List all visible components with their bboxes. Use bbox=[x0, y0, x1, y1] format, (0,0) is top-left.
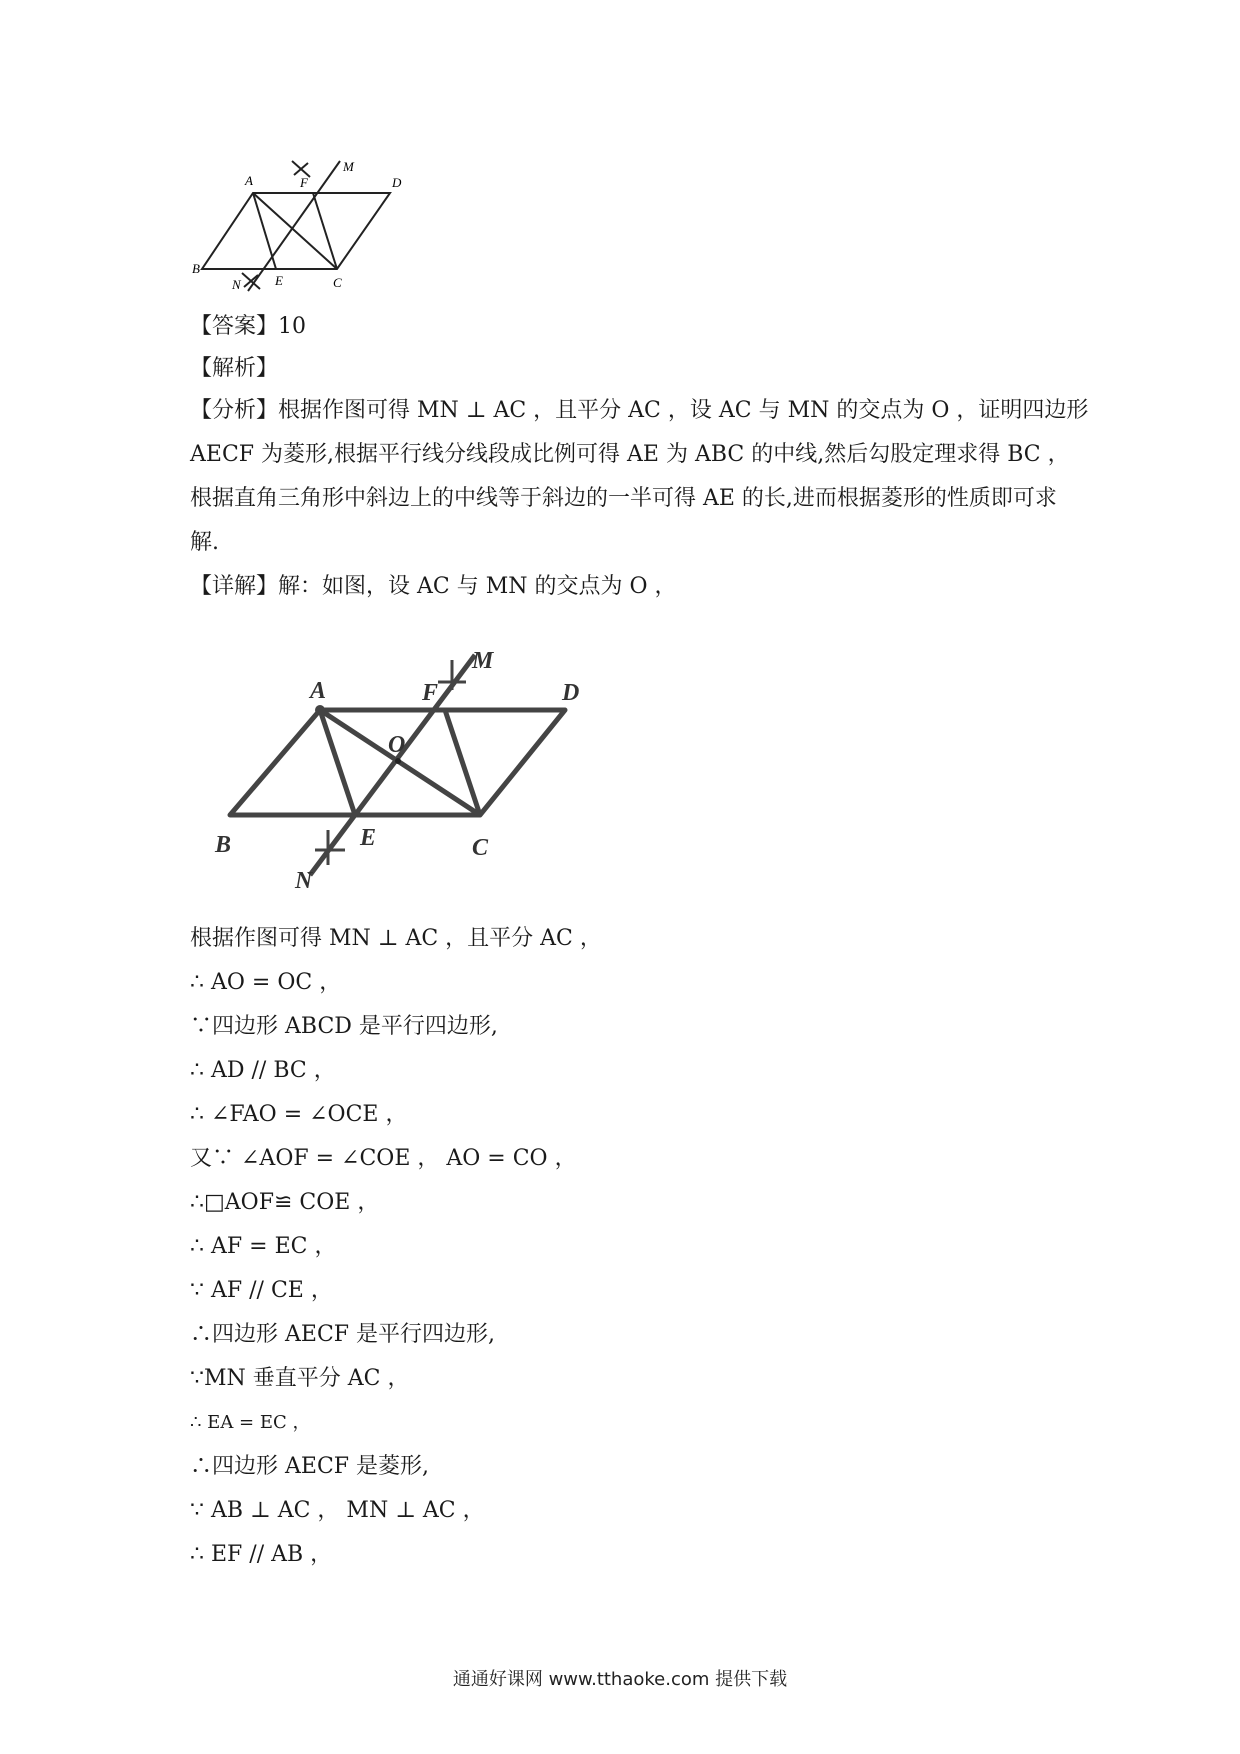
step-14: ∵ AB ⊥ AC ， MN ⊥ AC ， bbox=[190, 1498, 485, 1523]
fig1-label-b: B bbox=[192, 261, 200, 276]
step-15: ∴ EF // AB ， bbox=[190, 1542, 333, 1567]
step-6: 又∵ ∠AOF = ∠COE ， AO = CO ， bbox=[190, 1146, 577, 1171]
step-3: ∵四边形 ABCD 是平行四边形, bbox=[190, 1014, 498, 1039]
fig1-label-d: D bbox=[392, 175, 402, 190]
figure-parallelogram-small bbox=[190, 155, 430, 295]
step-7: ∴□AOF≌ COE ， bbox=[190, 1190, 380, 1215]
figure-parallelogram-large bbox=[210, 640, 590, 890]
analysis-line-1: 【分析】根据作图可得 MN ⊥ AC ，且平分 AC ，设 AC 与 MN 的交点为 O ，证明四边形 bbox=[190, 398, 1089, 423]
step-2: ∴ AO = OC ， bbox=[190, 970, 342, 995]
step-5: ∴ ∠FAO = ∠OCE ， bbox=[190, 1102, 408, 1127]
fig2-label-n: N bbox=[295, 868, 313, 890]
fig2-label-b: B bbox=[215, 832, 232, 858]
answer-line: 【答案】10 bbox=[190, 314, 306, 339]
analysis-line-3: 根据直角三角形中斜边上的中线等于斜边的一半可得 AE 的长,进而根据菱形的性质即可求 bbox=[190, 486, 1057, 511]
fig1-label-a: A bbox=[245, 173, 253, 188]
fig2-label-e: E bbox=[360, 825, 377, 851]
step-9: ∵ AF // CE ， bbox=[190, 1278, 333, 1303]
fig2-label-d: D bbox=[562, 680, 580, 706]
fig2-label-c: C bbox=[472, 835, 489, 861]
step-11: ∵MN 垂直平分 AC ， bbox=[190, 1366, 410, 1391]
page-footer: 通通好课网 www.tthaoke.com 提供下载 bbox=[452, 1669, 788, 1690]
fig1-label-f: F bbox=[300, 175, 308, 190]
fig1-label-n: N bbox=[232, 277, 241, 292]
fig2-label-a: A bbox=[310, 678, 327, 704]
step-13: ∴四边形 AECF 是菱形, bbox=[190, 1454, 430, 1479]
analysis-line-4: 解. bbox=[190, 530, 219, 555]
fig2-label-o: O bbox=[388, 732, 406, 758]
fig2-label-m: M bbox=[472, 648, 494, 674]
step-4: ∴ AD // BC ， bbox=[190, 1058, 336, 1083]
step-10: ∴四边形 AECF 是平行四边形, bbox=[190, 1322, 496, 1347]
fig1-label-m: M bbox=[343, 159, 354, 174]
analysis-line-2: AECF 为菱形,根据平行线分线段成比例可得 AE 为 ABC 的中线,然后勾股定理求得 BC ， bbox=[190, 442, 1070, 467]
step-1: 根据作图可得 MN ⊥ AC ，且平分 AC ， bbox=[190, 926, 602, 951]
analysis-heading: 【解析】 bbox=[190, 356, 279, 381]
fig1-label-e: E bbox=[275, 273, 283, 288]
fig2-label-f: F bbox=[422, 680, 439, 706]
fig1-label-c: C bbox=[333, 275, 342, 290]
step-8: ∴ AF = EC ， bbox=[190, 1234, 337, 1259]
detail-heading: 【详解】解：如图，设 AC 与 MN 的交点为 O ， bbox=[190, 574, 677, 599]
step-12: ∴ EA = EC ， bbox=[190, 1412, 311, 1433]
